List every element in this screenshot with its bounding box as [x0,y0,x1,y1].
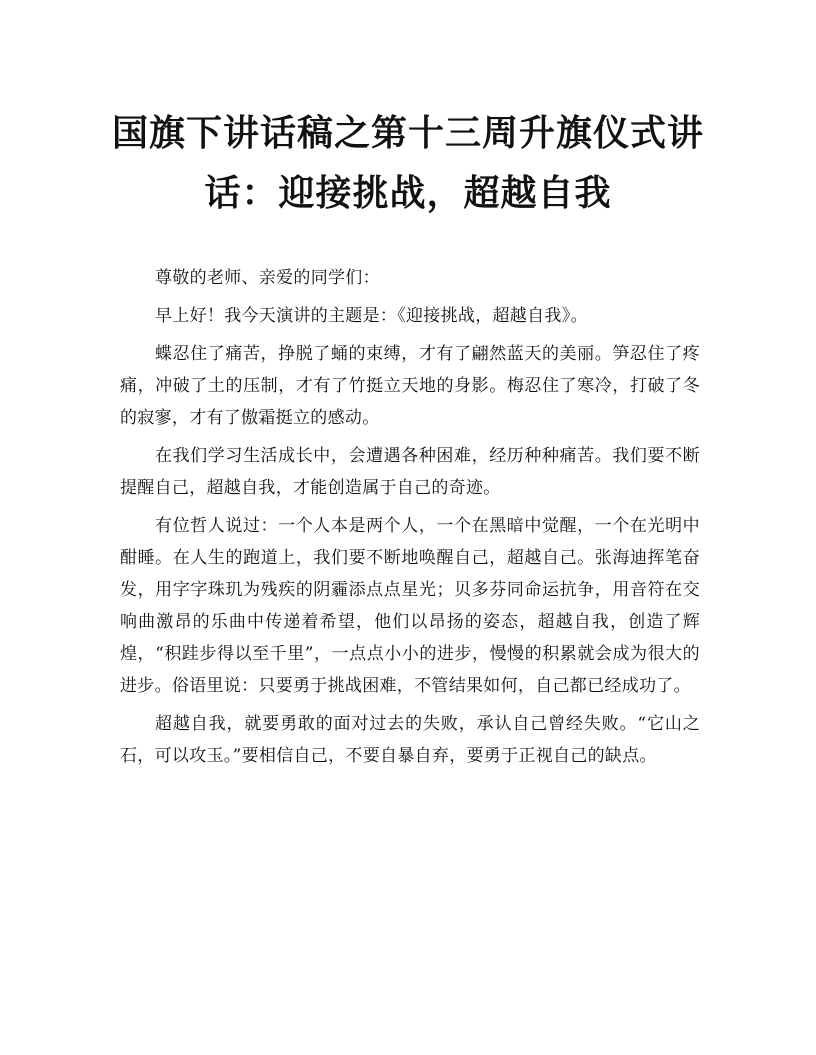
salutation: 尊敬的老师、亲爱的同学们： [155,268,380,288]
document-body [120,262,700,778]
paragraph: 在我们学习生活成长中，会遭遇各种困难，经历种种痛苦。我们要不断提醒自己，超越自我，才能创造属于自己的奇迹。 [120,446,700,498]
title-line-2: 话：迎接挑战，超越自我 [204,173,612,214]
greeting-paragraph: 早上好！我今天演讲的主题是：《迎接挑战，超越自我》。 [155,306,588,326]
paragraph: 超越自我，就要勇敢的面对过去的失败，承认自己曾经失败。“它山之石，可以攻玉。”要相信自己，不要自暴自弃，要勇于正视自己的缺点。 [120,714,700,766]
title-line-1: 国旗下讲话稿之第十三周升旗仪式讲 [111,113,704,154]
page-title [100,104,716,224]
paragraph: 蝶忍住了痛苦，挣脱了蛹的束缚，才有了翩然蓝天的美丽。笋忍住了疼痛，冲破了土的压制，才有了竹挺立天地的身影。梅忍住了寒冷，打破了冬的寂寥，才有了傲霜挺立的感动。 [120,344,700,428]
paragraph: 有位哲人说过：一个人本是两个人，一个在黑暗中觉醒，一个在光明中酣睡。在人生的跑道上，我们要不断地唤醒自己，超越自己。张海迪挥笔奋发，用字字珠玑为残疾的阴霾添点点星光；贝多芬同命运抗争，用音符在交响曲激昂的乐曲中传递着希望，他们以昂扬的姿态，超越自我，创造了辉煌，“积跬步得以至千里”，一点点小小的进步，慢慢的积累就会成为很大的进步。俗语里说：只要勇于挑战困难，不管结果如何，自己都已经成功了。 [120,516,700,696]
